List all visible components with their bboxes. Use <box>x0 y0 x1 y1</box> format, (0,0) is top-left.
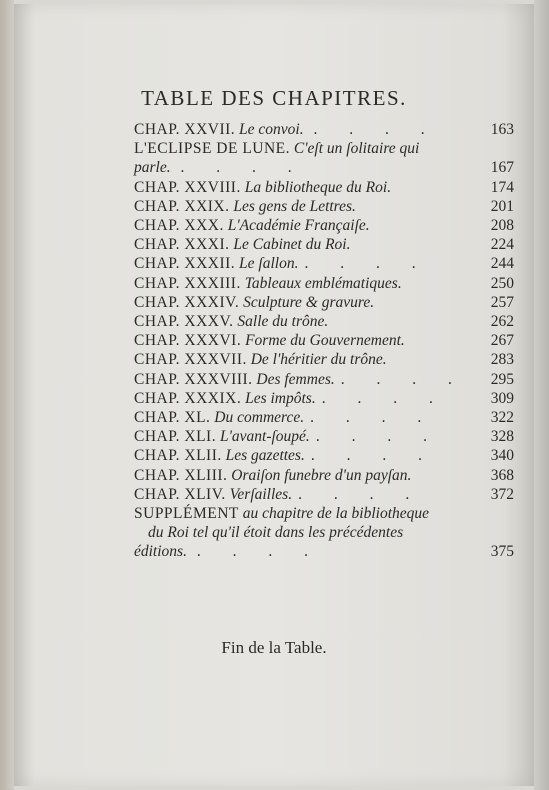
chapter-label: CHAP. XXXIII. <box>134 274 241 292</box>
chapter-title: Verſailles. <box>229 485 293 503</box>
leader-dots: . . . . <box>310 409 436 427</box>
leader-dots: . . . . <box>310 447 436 465</box>
chapter-label: CHAP. XLI. <box>134 428 217 446</box>
toc-entry <box>134 197 514 216</box>
page-number: 174 <box>490 178 514 196</box>
toc-entry <box>134 370 514 389</box>
toc-entry <box>134 485 514 504</box>
page-number: 201 <box>490 197 514 215</box>
book-edge-left <box>0 0 14 790</box>
page-number: 283 <box>490 351 514 369</box>
toc-entry-supplement-cont <box>134 523 514 542</box>
toc-entry-supplement <box>134 504 514 523</box>
leader-dots: . . . . <box>304 255 430 273</box>
chapter-label: L'ECLIPSE DE LUNE. <box>134 140 291 158</box>
toc-entry <box>134 293 514 312</box>
chapter-label: CHAP. XXXVI. <box>134 332 242 350</box>
page-number: 295 <box>490 370 514 388</box>
page-number: 340 <box>490 447 514 465</box>
chapter-title: Le convoi. <box>239 121 304 138</box>
page-number: 208 <box>490 217 514 235</box>
chapter-title: Forme du Gouvernement. <box>245 332 405 350</box>
toc-entry-eclipse <box>134 139 514 158</box>
chapter-title: C'eſt un ſolitaire qui <box>293 140 420 158</box>
toc-entry <box>134 331 514 350</box>
toc-entry <box>134 274 514 293</box>
chapter-label: CHAP. XXXIV. <box>134 293 240 311</box>
leader-dots: . . . . <box>180 159 306 177</box>
chapter-label: CHAP. XXIX. <box>134 197 230 215</box>
supplement-label: SUPPLÉMENT <box>134 505 239 523</box>
book-page <box>14 4 534 786</box>
toc-entry-supplement-cont <box>134 542 514 561</box>
end-of-table: Fin de la Table. <box>221 638 327 657</box>
toc-entry-eclipse-cont <box>134 158 514 177</box>
chapter-label: CHAP. XXXIX. <box>134 389 242 407</box>
chapter-label: CHAP. XL. <box>134 409 211 427</box>
chapter-title: Les impôts. <box>245 389 316 407</box>
leader-dots: . . . . <box>315 428 441 446</box>
toc-entry <box>134 427 514 446</box>
toc-entry <box>134 446 514 465</box>
chapter-label: CHAP. XXXVII. <box>134 351 247 369</box>
page-number: 309 <box>490 389 514 407</box>
chapter-title: L'avant-ſoupé. <box>219 428 310 446</box>
page-number: 167 <box>490 159 514 177</box>
toc-entry <box>134 235 514 254</box>
chapter-title: Les gazettes. <box>225 447 305 465</box>
chapter-label: CHAP. XXX. <box>134 217 224 235</box>
leader-dots: . . . . <box>340 370 466 388</box>
chapter-title: De l'héritier du trône. <box>250 351 387 369</box>
supplement-title-continuation: éditions. <box>134 543 187 561</box>
chapter-title: L'Académie Françaiſe. <box>227 217 370 235</box>
page-number: 262 <box>490 313 514 331</box>
leader-dots: . . . . <box>321 389 447 407</box>
chapter-title: Salle du trône. <box>237 313 329 331</box>
toc-entry <box>134 178 514 197</box>
book-edge-right <box>534 0 549 790</box>
page-number: 250 <box>490 274 514 292</box>
chapter-label: CHAP. XLII. <box>134 447 222 465</box>
toc-entry <box>134 389 514 408</box>
supplement-title-continuation: du Roi tel qu'il étoit dans les précédentes <box>148 524 404 542</box>
page-number: 244 <box>490 255 514 273</box>
leader-dots: . . . . <box>196 543 322 561</box>
supplement-title: au chapitre de la bibliotheque <box>242 505 430 523</box>
chapter-title-continuation: parle. <box>134 159 171 177</box>
toc-entry <box>134 408 514 427</box>
page-number: 372 <box>490 485 514 503</box>
page-number: 368 <box>490 466 514 484</box>
page-number: 328 <box>490 428 514 446</box>
page-number: 267 <box>490 332 514 350</box>
toc-entry <box>134 216 514 235</box>
page-number: 163 <box>490 121 514 138</box>
page-number: 322 <box>490 409 514 427</box>
chapter-title: Du commerce. <box>214 409 305 427</box>
chapter-label: CHAP. XXXII. <box>134 255 236 273</box>
leader-dots: . . . . <box>298 485 424 503</box>
chapter-title: Des femmes. <box>256 370 335 388</box>
toc-entry <box>134 312 514 331</box>
toc-entry <box>134 254 514 273</box>
page-number: 224 <box>490 236 514 254</box>
chapter-title: Oraiſon funebre d'un payſan. <box>231 466 412 484</box>
page-heading: TABLE DES CHAPITRES. <box>141 86 407 110</box>
leader-dots: . . . . <box>313 121 439 138</box>
chapter-label: CHAP. XXXV. <box>134 313 234 331</box>
chapter-title: Le Cabinet du Roi. <box>233 236 351 254</box>
page-number: 257 <box>490 293 514 311</box>
toc-entry <box>134 120 514 139</box>
chapter-title: La bibliotheque du Roi. <box>244 178 392 196</box>
toc-entry <box>134 466 514 485</box>
chapter-label: CHAP. XLIII. <box>134 466 228 484</box>
chapter-title: Tableaux emblématiques. <box>244 274 402 292</box>
page-number: 375 <box>490 543 514 561</box>
chapter-title: Sculpture & gravure. <box>243 293 375 311</box>
table-of-contents <box>134 120 514 562</box>
toc-entry <box>134 350 514 369</box>
chapter-label: CHAP. XXXI. <box>134 236 230 254</box>
chapter-label: CHAP. XLIV. <box>134 485 226 503</box>
chapter-title: Le ſallon. <box>239 255 299 273</box>
chapter-label: CHAP. XXXVIII. <box>134 370 253 388</box>
chapter-label: CHAP. XXVIII. <box>134 178 241 196</box>
chapter-title: Les gens de Lettres. <box>233 197 356 215</box>
chapter-label: CHAP. XXVII. <box>134 121 236 138</box>
